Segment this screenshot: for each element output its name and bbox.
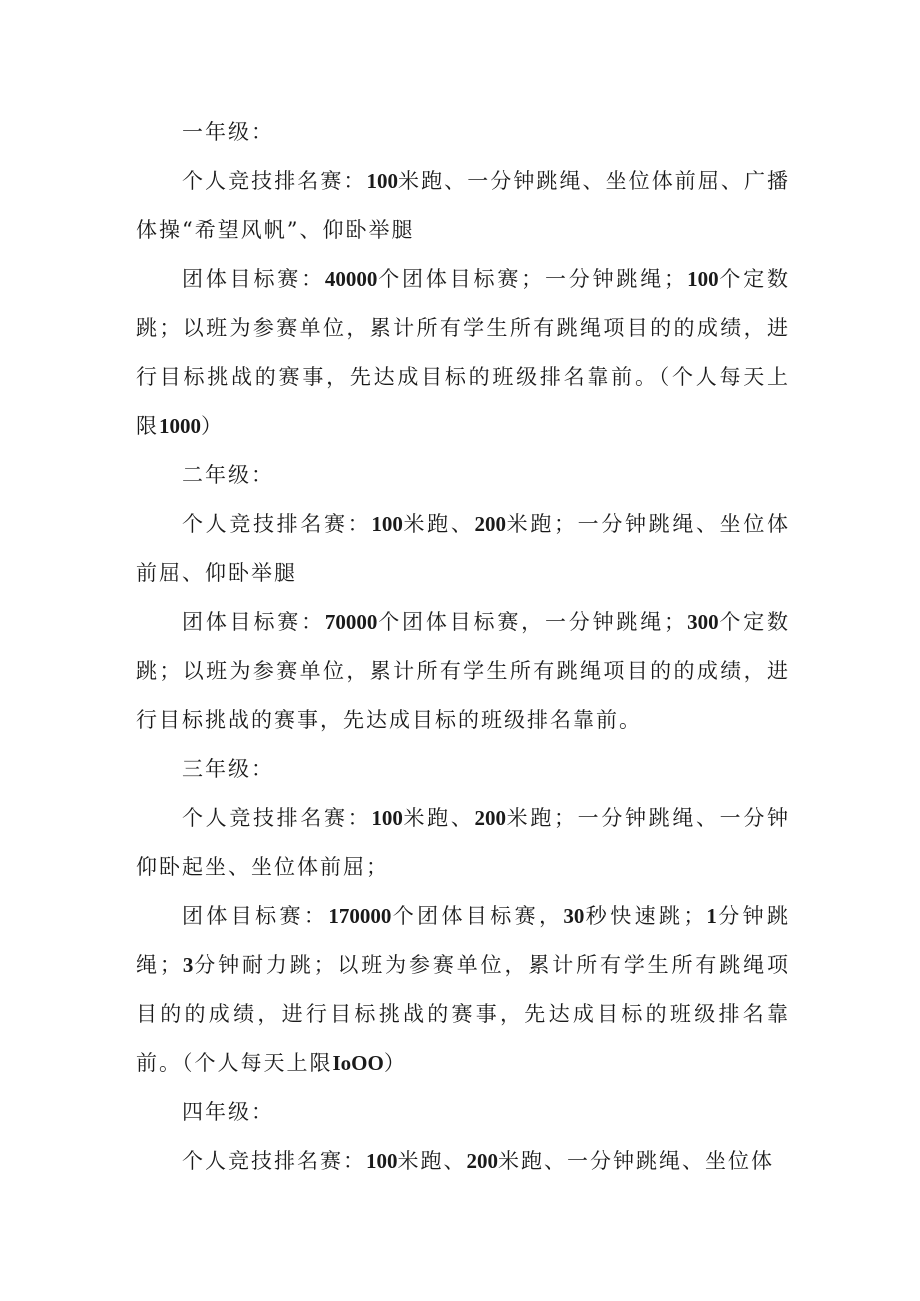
text-run: 米跑、一分钟跳绳、坐位体 [498,1149,774,1173]
text-run: 个定数跳；以班为参赛单位，累计所有学生所有跳绳项目的的成绩，进行目标挑战的赛事，先达成目标的班级排名靠前。（个人每天上限 [136,267,791,438]
text-run: 个人竞技排名赛： [182,512,372,536]
grade-1-team-paragraph [136,255,790,451]
text-run: 个团体目标赛，一分钟跳绳； [377,610,688,634]
number-run: 3 [182,953,194,977]
number-run: 300 [687,610,719,634]
number-run: 170000 [328,904,392,928]
number-run: 200 [474,512,507,536]
text-run: 米跑、一分钟跳绳、坐位体前屈、广播体操“希望风帆”、仰卧举腿 [136,169,791,242]
number-run: 100 [687,267,719,291]
grade-3-heading: 三年级： [182,757,274,781]
grade-2-team-paragraph [136,598,790,745]
grade-1-individual-paragraph [136,157,790,255]
text-run: 团体目标赛： [182,904,329,928]
number-run: 70000 [324,610,378,634]
text-run: 个团体目标赛， [391,904,564,928]
text-run: 团体目标赛： [182,610,325,634]
text-run: 米跑、 [397,1149,467,1173]
grade-2-heading: 二年级： [182,463,274,487]
grade-4-heading: 四年级： [182,1100,274,1124]
number-run: 100 [371,512,403,536]
text-run: 个人竞技排名赛： [182,1149,366,1173]
text-run: 个团体目标赛；一分钟跳绳； [377,267,688,291]
text-run: 米跑、 [402,806,475,830]
text-run: 米跑；一分钟跳绳、坐位体前屈、仰卧举腿 [136,512,791,585]
grade-3-individual-paragraph [136,794,790,892]
grade-4-individual-paragraph [136,1137,790,1186]
number-run: 100 [366,1149,398,1173]
number-run: 1 [706,904,717,928]
grade-1-heading: 一年级： [182,120,274,144]
number-run: 200 [474,806,507,830]
number-run: 100 [366,169,398,193]
text-run: 分钟跳绳； [136,904,791,977]
text-run: 秒快速跳； [584,904,707,928]
text-run: 个人竞技排名赛： [182,169,367,193]
text-run: 米跑；一分钟跳绳、一分钟仰卧起坐、坐位体前屈； [136,806,791,879]
text-run: ） [383,1051,407,1075]
number-run: 200 [466,1149,498,1173]
number-run: 40000 [324,267,378,291]
text-run: 米跑、 [402,512,475,536]
number-run: 1000 [159,414,201,438]
text-run: 个人竞技排名赛： [182,806,372,830]
grade-2-individual-paragraph [136,500,790,598]
number-run: 30 [563,904,585,928]
text-run: ） [201,414,224,438]
text-run: 团体目标赛： [182,267,325,291]
text-run: 个定数跳；以班为参赛单位，累计所有学生所有跳绳项目的的成绩，进行目标挑战的赛事，先达成目标的班级排名靠前。 [136,610,791,732]
document-body [136,108,790,1186]
text-run: 分钟耐力跳；以班为参赛单位，累计所有学生所有跳绳项目的的成绩，进行目标挑战的赛事，先达成目标的班级排名靠前。（个人每天上限 [136,953,791,1075]
grade-3-team-paragraph [136,892,790,1088]
number-run: IoOO [332,1051,384,1075]
number-run: 100 [371,806,403,830]
